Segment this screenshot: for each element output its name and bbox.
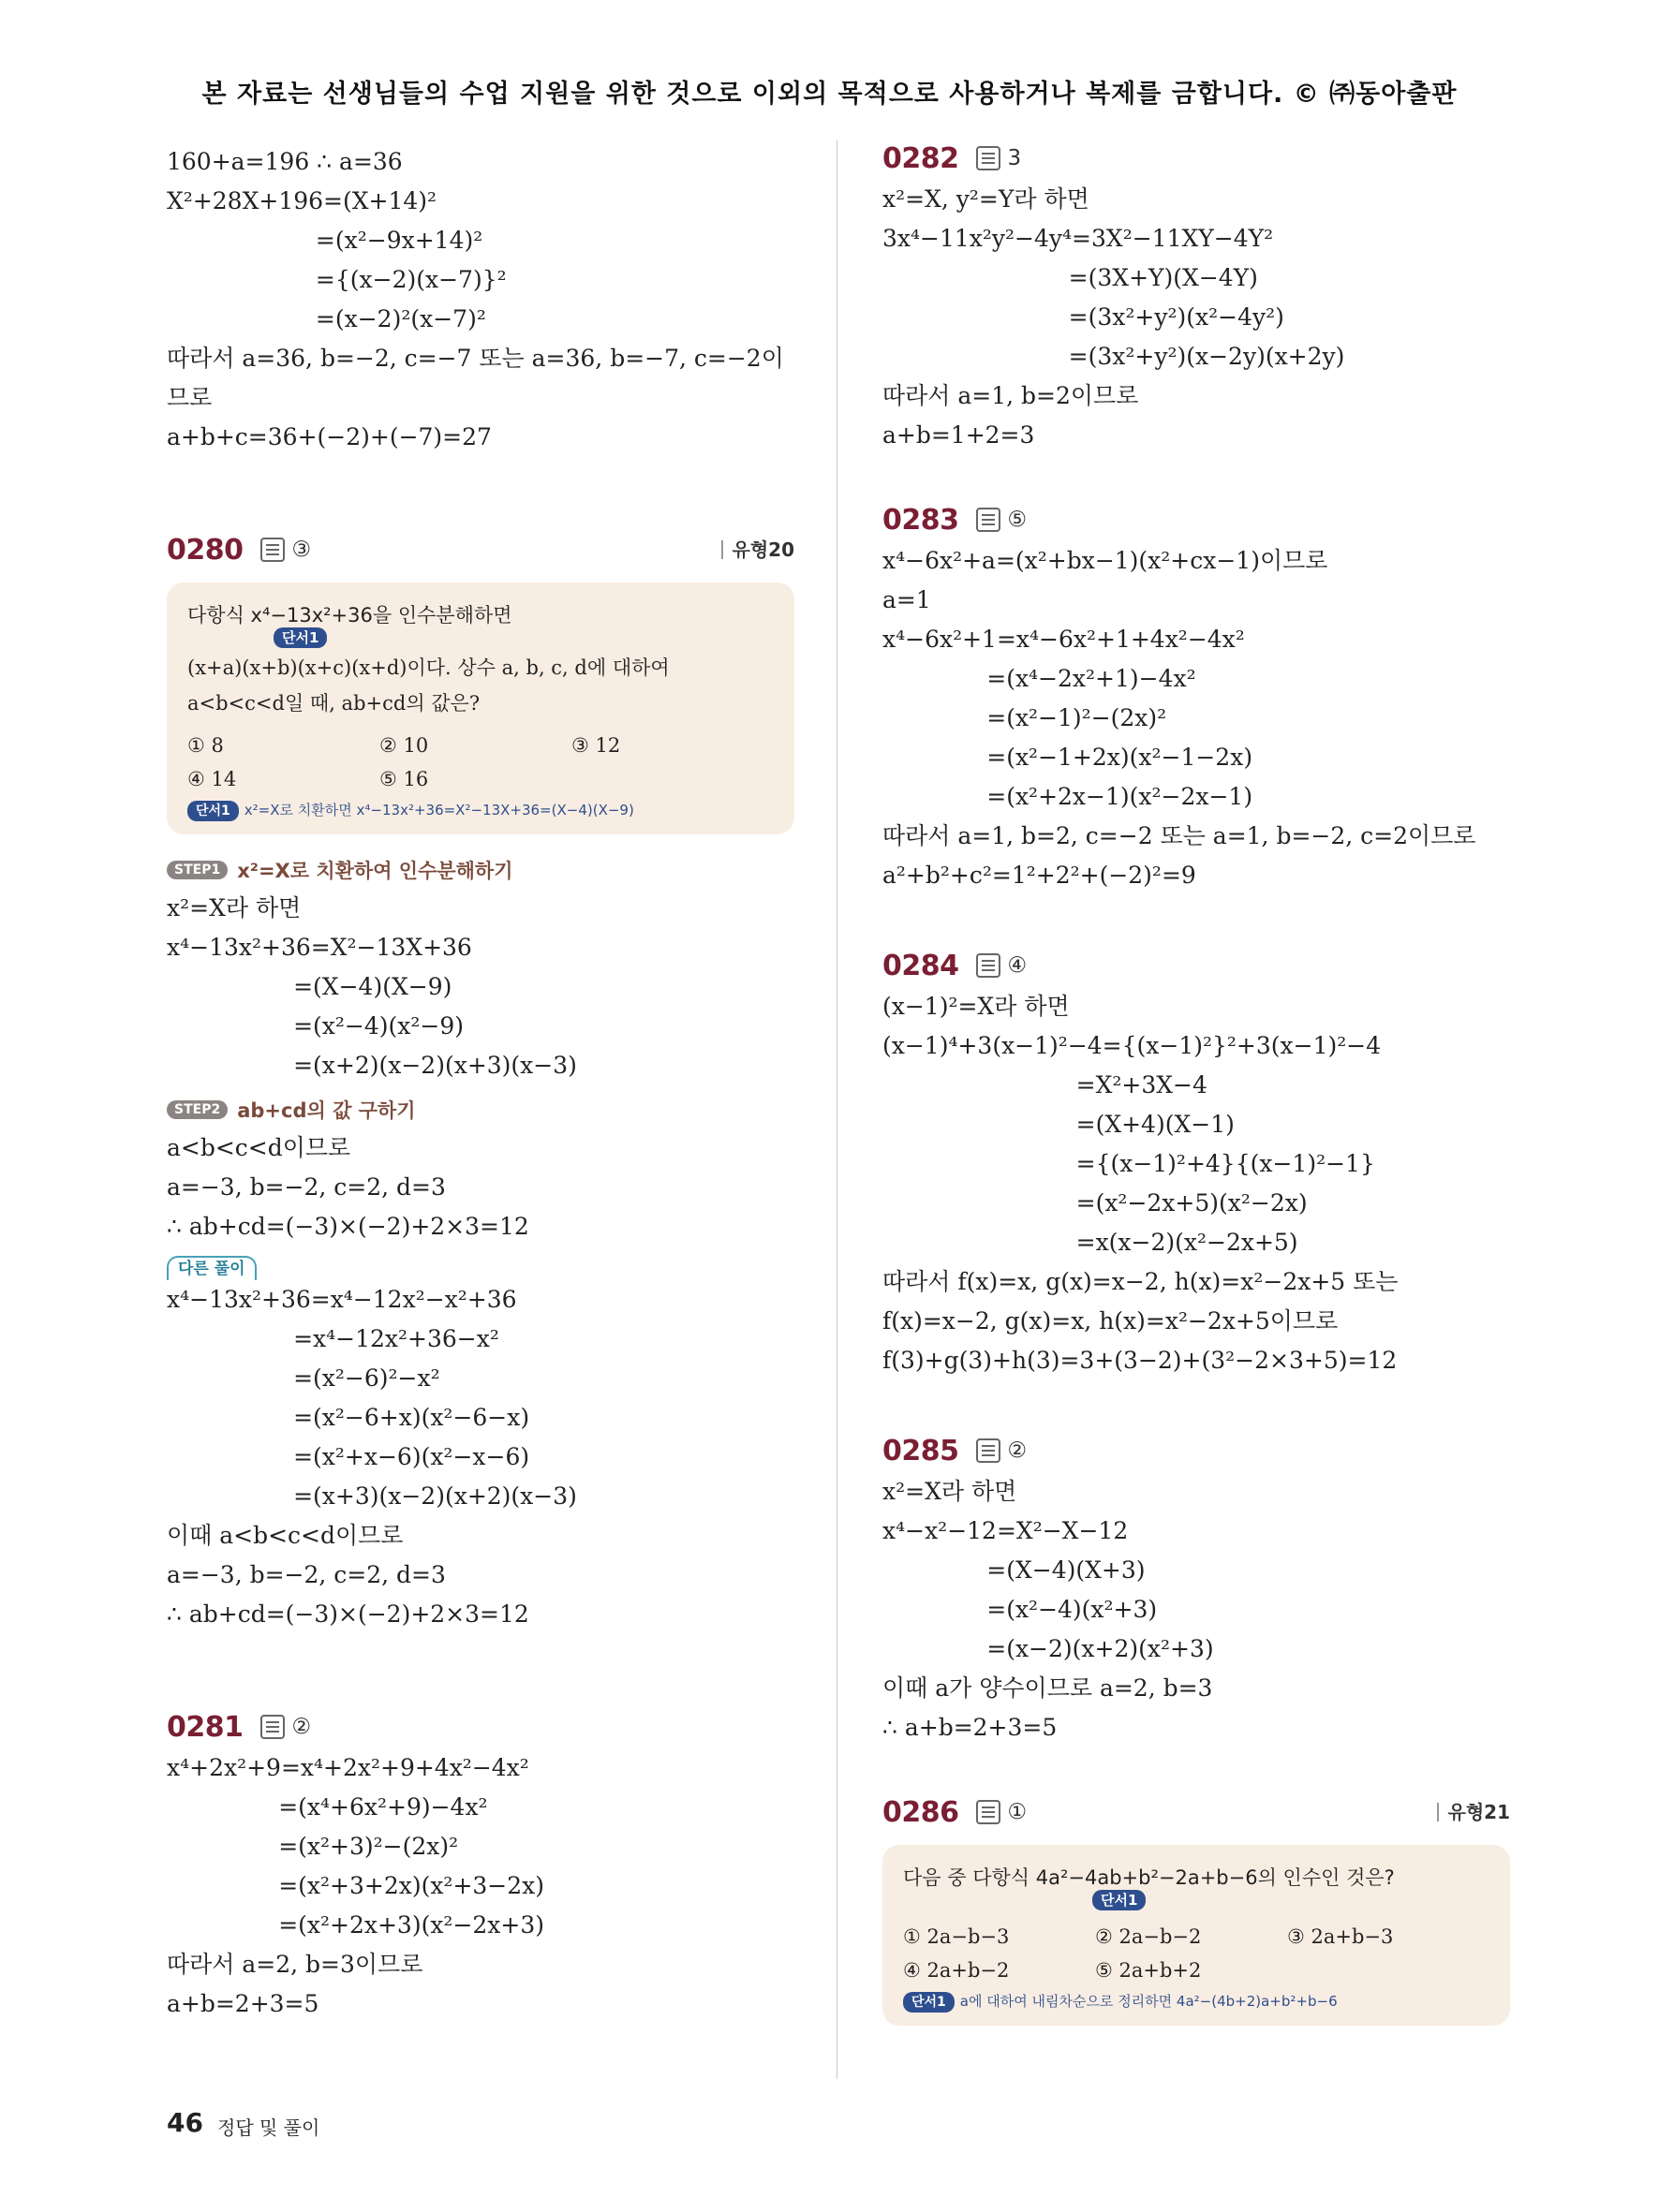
problem-0285: [882, 1429, 1510, 1747]
solution-line: =(x⁴−2x²+1)−4x²: [882, 665, 1196, 692]
question-box: [167, 582, 794, 834]
problem-number: 0285: [882, 1434, 959, 1467]
solution-line: =(3X+Y)(X−4Y): [882, 264, 1258, 291]
solution-line: 160+a=196 ∴ a=36: [167, 148, 403, 175]
solution-line: =x⁴−12x²+36−x²: [167, 1325, 499, 1352]
solution-line: =(x²+3+2x)(x²+3−2x): [167, 1872, 545, 1899]
answer-icon: [976, 1800, 1000, 1824]
solution-line: 3x⁴−11x²y²−4y⁴=3X²−11XY−4Y²: [882, 225, 1274, 252]
solution-line: (x−1)⁴+3(x−1)²−4={(x−1)²}²+3(x−1)²−4: [882, 1032, 1382, 1059]
hint-text: x²=X로 치환하면 x⁴−13x²+36=X²−13X+36=(X−4)(X−9): [244, 802, 634, 818]
solution-line: a+b=1+2=3: [882, 421, 1035, 449]
solution-line: ={(x−2)(x−7)}²: [167, 266, 507, 293]
solution-line: =(x²+3)²−(2x)²: [167, 1833, 459, 1860]
solution-line: =(3x²+y²)(x²−4y²): [882, 303, 1284, 331]
alt-solution-tag: 다른 풀이: [167, 1256, 257, 1280]
answer-icon: [260, 1715, 285, 1739]
solution-line: =(3x²+y²)(x−2y)(x+2y): [882, 343, 1345, 370]
solution-line: =(x²−2x+5)(x²−2x): [882, 1189, 1308, 1217]
solution-line: =(x²−6)²−x²: [167, 1364, 440, 1392]
solution-line: =(x²+2x−1)(x²−2x−1): [882, 783, 1253, 810]
problem-header: [882, 137, 1510, 180]
problem-0283: [882, 498, 1510, 895]
solution-line: x⁴−13x²+36=X²−13X+36: [167, 934, 472, 961]
answer-icon: [976, 953, 1000, 978]
solution-line: f(x)=x−2, g(x)=x, h(x)=x²−2x+5이므로: [882, 1307, 1339, 1335]
solution-line: a<b<c<d이므로: [167, 1134, 351, 1161]
problem-type: 유형21: [1437, 1803, 1510, 1821]
answer-value: ⑤: [1007, 508, 1028, 532]
question-line: 다항식 x⁴−13x²+36을 인수분해하면: [187, 604, 512, 627]
problem-0282: [882, 137, 1510, 455]
left-column: [167, 142, 794, 2024]
step-badge: STEP1: [167, 861, 228, 879]
problem-0281: [167, 1705, 794, 2024]
hint-tag: 단서1: [1092, 1890, 1146, 1910]
problem-header: [882, 944, 1510, 987]
solution-line: =(x²+x−6)(x²−x−6): [167, 1443, 530, 1470]
solution-line: ={(x−1)²+4}{(x−1)²−1}: [882, 1150, 1375, 1177]
solution-line: =(X−4)(X−9): [167, 973, 452, 1000]
choice: ③ 2a+b−3: [1287, 1925, 1394, 1948]
answer-value: ①: [1007, 1800, 1028, 1824]
solution-line: x²=X, y²=Y라 하면: [882, 185, 1089, 213]
solution-line: =x(x−2)(x²−2x+5): [882, 1229, 1298, 1256]
solution-line: x⁴−6x²+a=(x²+bx−1)(x²+cx−1)이므로: [882, 547, 1328, 574]
solution-line: a+b+c=36+(−2)+(−7)=27: [167, 423, 492, 450]
solution-line: =X²+3X−4: [882, 1071, 1207, 1099]
step-title: ab+cd의 값 구하기: [237, 1099, 416, 1122]
problem-number: 0282: [882, 141, 959, 175]
answer-value: 3: [1007, 146, 1022, 170]
step-badge: STEP2: [167, 1100, 228, 1119]
solution-line: =(X+4)(X−1): [882, 1111, 1235, 1138]
solution-line: =(X−4)(X+3): [882, 1556, 1146, 1584]
step-title: x²=X로 치환하여 인수분해하기: [237, 860, 513, 882]
solution-line: a=1: [882, 586, 931, 613]
solution-line: =(x²−1+2x)(x²−1−2x): [882, 744, 1253, 771]
problem-0286: [882, 1791, 1510, 2026]
solution-line: 따라서 a=36, b=−2, c=−7 또는 a=36, b=−7, c=−2이: [167, 345, 784, 372]
footer-label: 정답 및 풀이: [217, 2116, 320, 2139]
solution-line: (x−1)²=X라 하면: [882, 993, 1070, 1020]
problem-number: 0286: [882, 1795, 959, 1829]
solution-line: =(x²−1)²−(2x)²: [882, 704, 1167, 731]
answer-icon: [976, 508, 1000, 532]
solution-line: X²+28X+196=(X+14)²: [167, 187, 437, 214]
solution-line: 따라서 a=1, b=2, c=−2 또는 a=1, b=−2, c=2이므로: [882, 822, 1476, 849]
step-header: [167, 851, 794, 889]
problem-header: [167, 528, 794, 571]
problem-number: 0283: [882, 503, 959, 537]
solution-line: ∴ ab+cd=(−3)×(−2)+2×3=12: [167, 1213, 529, 1240]
solution-line: 이때 a가 양수이므로 a=2, b=3: [882, 1674, 1213, 1702]
answer-icon: [976, 146, 1000, 170]
solution-line: a²+b²+c²=1²+2²+(−2)²=9: [882, 862, 1196, 889]
solution-line: x²=X라 하면: [882, 1478, 1017, 1505]
solution-line: =(x²+2x+3)(x²−2x+3): [167, 1911, 545, 1939]
hint-text: a에 대하여 내림차순으로 정리하면 4a²−(4b+2)a+b²+b−6: [959, 1993, 1338, 2010]
choice-list: [187, 729, 774, 796]
step-header: [167, 1091, 794, 1128]
choice: ② 2a−b−2: [1095, 1925, 1202, 1948]
problem-number: 0284: [882, 949, 959, 982]
solution-line: 따라서 a=2, b=3이므로: [167, 1951, 423, 1978]
answer-value: ④: [1007, 953, 1028, 978]
problem-number: 0281: [167, 1710, 244, 1744]
solution-line: 이때 a<b<c<d이므로: [167, 1522, 404, 1549]
solution-line: a=−3, b=−2, c=2, d=3: [167, 1173, 446, 1201]
solution-line: ∴ ab+cd=(−3)×(−2)+2×3=12: [167, 1600, 529, 1628]
answer-icon: [260, 538, 285, 562]
choice: ③ 12: [571, 734, 621, 757]
choice-list: [903, 1920, 1489, 1987]
solution-line: x⁴−x²−12=X²−X−12: [882, 1517, 1129, 1544]
hint-tag: 단서1: [187, 801, 239, 821]
choice: ⑤ 16: [379, 768, 429, 790]
hint-tag: 단서1: [274, 627, 327, 648]
question-box: [882, 1845, 1510, 2026]
solution-line: 따라서 a=1, b=2이므로: [882, 382, 1139, 409]
solution-line: =(x−2)²(x−7)²: [167, 305, 486, 332]
problem-number: 0280: [167, 533, 244, 567]
solution-line: x⁴−6x²+1=x⁴−6x²+1+4x²−4x²: [882, 626, 1245, 653]
answer-icon: [976, 1438, 1000, 1463]
solution-line: x⁴−13x²+36=x⁴−12x²−x²+36: [167, 1286, 517, 1313]
question-line: 다음 중 다항식 4a²−4ab+b²−2a+b−6의 인수인 것은?: [903, 1866, 1395, 1889]
hint-note: [187, 800, 774, 821]
solution-line: =(x+3)(x−2)(x+2)(x−3): [167, 1482, 577, 1510]
choice: ④ 2a+b−2: [903, 1959, 1010, 1982]
question-line: a<b<c<d일 때, ab+cd의 값은?: [187, 692, 481, 715]
solution-line: =(x⁴+6x²+9)−4x²: [167, 1793, 488, 1821]
problem-header: [167, 1705, 794, 1748]
choice: ② 10: [379, 734, 429, 757]
solution-line: =(x²−9x+14)²: [167, 227, 483, 254]
solution-line: =(x+2)(x−2)(x+3)(x−3): [167, 1052, 577, 1079]
hint-tag: 단서1: [903, 1992, 955, 2013]
choice: ⑤ 2a+b+2: [1095, 1959, 1202, 1982]
solution-line: =(x−2)(x+2)(x²+3): [882, 1635, 1214, 1662]
solution-line: f(3)+g(3)+h(3)=3+(3−2)+(3²−2×3+5)=12: [882, 1347, 1398, 1374]
choice: ① 2a−b−3: [903, 1925, 1010, 1948]
solution-line: =(x²−4)(x²+3): [882, 1596, 1158, 1623]
solution-line: 따라서 f(x)=x, g(x)=x−2, h(x)=x²−2x+5 또는: [882, 1268, 1399, 1295]
solution-line: ∴ a+b=2+3=5: [882, 1714, 1058, 1741]
solution-line: a=−3, b=−2, c=2, d=3: [167, 1561, 446, 1588]
solution-line: 므로: [167, 384, 213, 411]
solution-line: x²=X라 하면: [167, 894, 302, 922]
solution-line: a+b=2+3=5: [167, 1990, 319, 2017]
solution-line: x⁴+2x²+9=x⁴+2x²+9+4x²−4x²: [167, 1754, 529, 1781]
page-number: 46: [167, 2107, 203, 2138]
right-column: [882, 142, 1510, 2042]
problem-0284: [882, 944, 1510, 1380]
problem-header: [882, 1791, 1510, 1834]
answer-value: ②: [1007, 1438, 1028, 1463]
answer-value: ③: [291, 538, 312, 562]
copyright-notice: 본 자료는 선생님들의 수업 지원을 위한 것으로 이외의 목적으로 사용하거나 복제를 금합니다. © ㈜동아출판: [201, 80, 1458, 109]
hint-note: [903, 1991, 1489, 2013]
problem-header: [882, 498, 1510, 541]
solution-line: =(x²−6+x)(x²−6−x): [167, 1404, 530, 1431]
solution-line: =(x²−4)(x²−9): [167, 1012, 465, 1040]
problem-type: 유형20: [721, 540, 794, 559]
choice: ① 8: [187, 734, 224, 757]
intro-solution: [167, 142, 794, 457]
question-line: (x+a)(x+b)(x+c)(x+d)이다. 상수 a, b, c, d에 대하여: [187, 656, 670, 679]
choice: ④ 14: [187, 768, 237, 790]
problem-0280: [167, 528, 794, 1634]
answer-value: ②: [291, 1715, 312, 1739]
problem-header: [882, 1429, 1510, 1472]
